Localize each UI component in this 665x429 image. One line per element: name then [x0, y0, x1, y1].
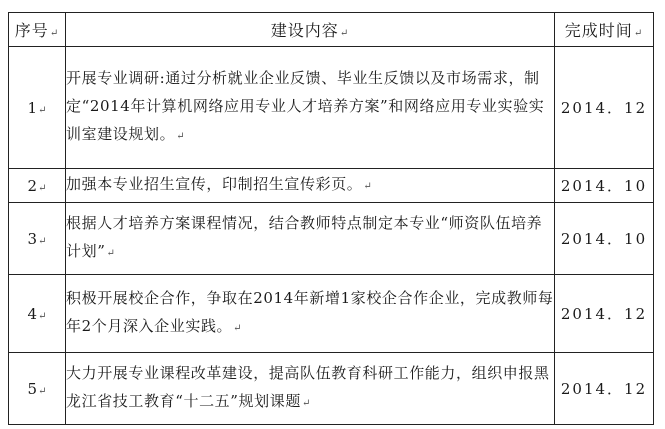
header-index: 序号↵	[9, 13, 66, 47]
row-index: 3↵	[9, 203, 66, 275]
table-header-row	[9, 13, 654, 47]
header-date: 完成时间↵	[555, 13, 654, 47]
row-index: 5↵	[9, 353, 66, 425]
row-index: 4↵	[9, 275, 66, 353]
table-row	[9, 169, 654, 203]
row-date: 2014．10	[555, 203, 654, 275]
row-date: 2014．12	[555, 353, 654, 425]
table-row	[9, 353, 654, 425]
row-content: 开展专业调研:通过分析就业企业反馈、毕业生反馈以及市场需求，制定“2014年计算机网络应用专业人才培养方案”和网络应用专业实验实训室建设规划。↵	[66, 47, 555, 169]
table-row	[9, 47, 654, 169]
row-index: 2↵	[9, 169, 66, 203]
row-content: 积极开展校企合作，争取在2014年新增1家校企合作企业，完成教师每年2个月深入企业实践。↵	[66, 275, 555, 353]
construction-schedule-table	[8, 12, 654, 425]
row-content: 大力开展专业课程改革建设，提高队伍教育科研工作能力，组织申报黑龙江省技工教育“十二五”规划课题↵	[66, 353, 555, 425]
row-date: 2014．12	[555, 47, 654, 169]
row-date: 2014．10	[555, 169, 654, 203]
table-row	[9, 203, 654, 275]
row-content: 根据人才培养方案课程情况，结合教师特点制定本专业“师资队伍培养计划”↵	[66, 203, 555, 275]
table-row	[9, 275, 654, 353]
row-index: 1↵	[9, 47, 66, 169]
row-date: 2014．12	[555, 275, 654, 353]
header-content: 建设内容↵	[66, 13, 555, 47]
row-content: 加强本专业招生宣传，印制招生宣传彩页。↵	[66, 169, 555, 203]
